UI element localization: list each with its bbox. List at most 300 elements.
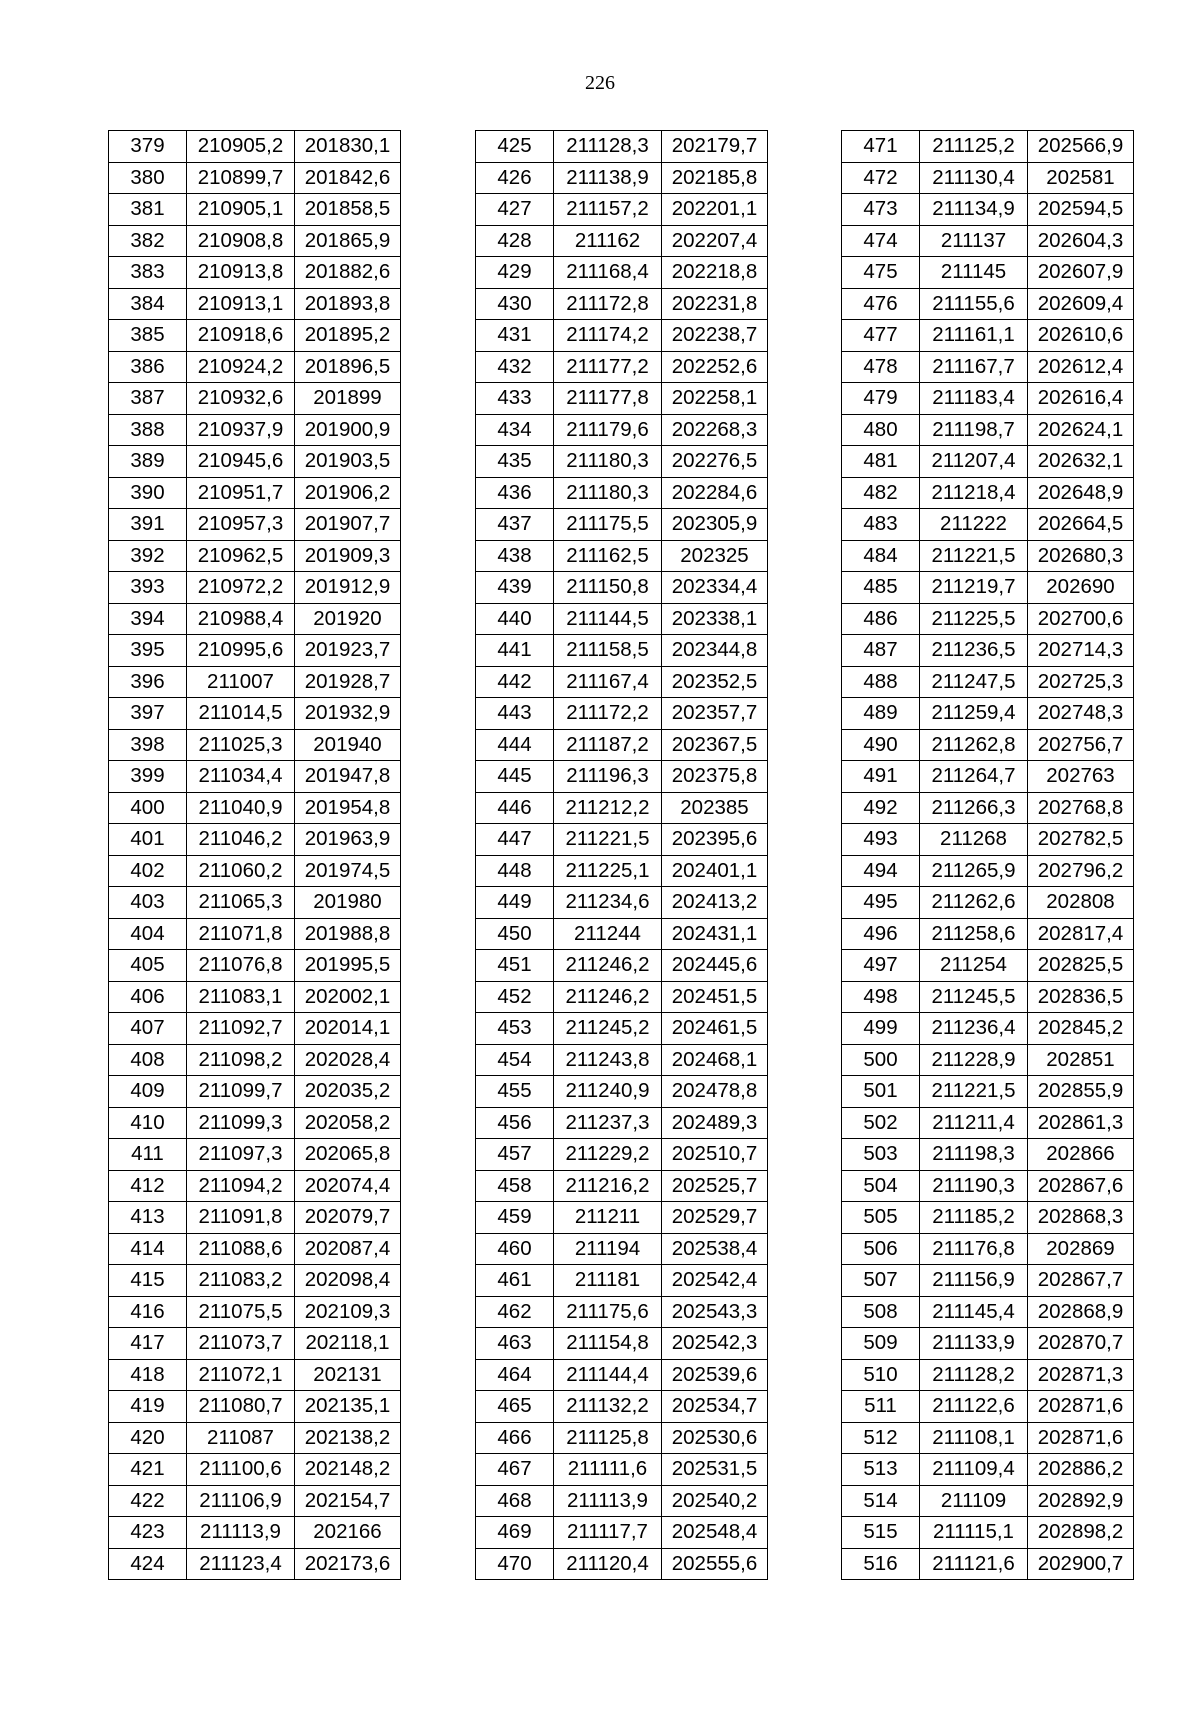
y-coordinate-cell: 201842,6: [295, 162, 401, 194]
point-number-cell: 491: [842, 761, 920, 793]
x-coordinate-cell: 211040,9: [187, 792, 295, 824]
y-coordinate-cell: 201895,2: [295, 320, 401, 352]
x-coordinate-cell: 210905,2: [187, 131, 295, 163]
table-row: [842, 320, 1134, 352]
y-coordinate-cell: 202851: [1028, 1044, 1134, 1076]
x-coordinate-cell: 210945,6: [187, 446, 295, 478]
point-number-cell: 392: [109, 540, 187, 572]
x-coordinate-cell: 210988,4: [187, 603, 295, 635]
table-row: [109, 131, 401, 163]
y-coordinate-cell: 202796,2: [1028, 855, 1134, 887]
point-number-cell: 471: [842, 131, 920, 163]
y-coordinate-cell: 202109,3: [295, 1296, 401, 1328]
point-number-cell: 516: [842, 1548, 920, 1580]
table-row: [109, 540, 401, 572]
point-number-cell: 379: [109, 131, 187, 163]
y-coordinate-cell: 202612,4: [1028, 351, 1134, 383]
y-coordinate-cell: 202542,4: [662, 1265, 768, 1297]
y-coordinate-cell: 202325: [662, 540, 768, 572]
table-row: [476, 383, 768, 415]
x-coordinate-cell: 211266,3: [920, 792, 1028, 824]
y-coordinate-cell: 202871,6: [1028, 1422, 1134, 1454]
table-row: [109, 698, 401, 730]
point-number-cell: 485: [842, 572, 920, 604]
table-row: [109, 792, 401, 824]
point-number-cell: 411: [109, 1139, 187, 1171]
point-number-cell: 430: [476, 288, 554, 320]
x-coordinate-cell: 211099,3: [187, 1107, 295, 1139]
x-coordinate-cell: 210972,2: [187, 572, 295, 604]
x-coordinate-cell: 211156,9: [920, 1265, 1028, 1297]
y-coordinate-cell: 201940: [295, 729, 401, 761]
x-coordinate-cell: 211245,5: [920, 981, 1028, 1013]
point-number-cell: 441: [476, 635, 554, 667]
y-coordinate-cell: 202782,5: [1028, 824, 1134, 856]
table-row: [842, 950, 1134, 982]
point-number-cell: 422: [109, 1485, 187, 1517]
table-row: [109, 666, 401, 698]
x-coordinate-cell: 211219,7: [920, 572, 1028, 604]
x-coordinate-cell: 211180,3: [554, 446, 662, 478]
table-row: [109, 1107, 401, 1139]
x-coordinate-cell: 211071,8: [187, 918, 295, 950]
table-row: [842, 194, 1134, 226]
y-coordinate-cell: 202529,7: [662, 1202, 768, 1234]
y-coordinate-cell: 202886,2: [1028, 1454, 1134, 1486]
point-number-cell: 472: [842, 162, 920, 194]
y-coordinate-cell: 202138,2: [295, 1422, 401, 1454]
table-row: [476, 887, 768, 919]
x-coordinate-cell: 211236,4: [920, 1013, 1028, 1045]
table-row: [109, 1233, 401, 1265]
table-row: [842, 666, 1134, 698]
table-row: [842, 1013, 1134, 1045]
point-number-cell: 387: [109, 383, 187, 415]
x-coordinate-cell: 210913,8: [187, 257, 295, 289]
table-row: [842, 1296, 1134, 1328]
y-coordinate-cell: 202445,6: [662, 950, 768, 982]
point-number-cell: 505: [842, 1202, 920, 1234]
point-number-cell: 480: [842, 414, 920, 446]
x-coordinate-cell: 211098,2: [187, 1044, 295, 1076]
y-coordinate-cell: 202548,4: [662, 1517, 768, 1549]
y-coordinate-cell: 202367,5: [662, 729, 768, 761]
table-row: [476, 509, 768, 541]
x-coordinate-cell: 211157,2: [554, 194, 662, 226]
point-number-cell: 405: [109, 950, 187, 982]
point-number-cell: 513: [842, 1454, 920, 1486]
coordinate-table-3: [841, 130, 1134, 1580]
point-number-cell: 391: [109, 509, 187, 541]
point-number-cell: 459: [476, 1202, 554, 1234]
point-number-cell: 476: [842, 288, 920, 320]
y-coordinate-cell: 202869: [1028, 1233, 1134, 1265]
x-coordinate-cell: 211025,3: [187, 729, 295, 761]
point-number-cell: 479: [842, 383, 920, 415]
y-coordinate-cell: 202594,5: [1028, 194, 1134, 226]
x-coordinate-cell: 211155,6: [920, 288, 1028, 320]
point-number-cell: 489: [842, 698, 920, 730]
table-row: [842, 131, 1134, 163]
point-number-cell: 451: [476, 950, 554, 982]
point-number-cell: 455: [476, 1076, 554, 1108]
table-row: [476, 131, 768, 163]
point-number-cell: 435: [476, 446, 554, 478]
coordinate-table-2: [475, 130, 768, 1580]
point-number-cell: 388: [109, 414, 187, 446]
x-coordinate-cell: 211122,6: [920, 1391, 1028, 1423]
table-row: [842, 351, 1134, 383]
x-coordinate-cell: 211247,5: [920, 666, 1028, 698]
y-coordinate-cell: 202035,2: [295, 1076, 401, 1108]
x-coordinate-cell: 211185,2: [920, 1202, 1028, 1234]
y-coordinate-cell: 202748,3: [1028, 698, 1134, 730]
point-number-cell: 402: [109, 855, 187, 887]
point-number-cell: 403: [109, 887, 187, 919]
x-coordinate-cell: 211244: [554, 918, 662, 950]
x-coordinate-cell: 211176,8: [920, 1233, 1028, 1265]
x-coordinate-cell: 211221,5: [554, 824, 662, 856]
x-coordinate-cell: 211100,6: [187, 1454, 295, 1486]
x-coordinate-cell: 211181: [554, 1265, 662, 1297]
x-coordinate-cell: 211128,3: [554, 131, 662, 163]
table-row: [109, 1013, 401, 1045]
x-coordinate-cell: 210918,6: [187, 320, 295, 352]
point-number-cell: 394: [109, 603, 187, 635]
x-coordinate-cell: 211246,2: [554, 950, 662, 982]
x-coordinate-cell: 210937,9: [187, 414, 295, 446]
x-coordinate-cell: 211162: [554, 225, 662, 257]
x-coordinate-cell: 211150,8: [554, 572, 662, 604]
y-coordinate-cell: 201954,8: [295, 792, 401, 824]
x-coordinate-cell: 211123,4: [187, 1548, 295, 1580]
x-coordinate-cell: 211211: [554, 1202, 662, 1234]
x-coordinate-cell: 211196,3: [554, 761, 662, 793]
point-number-cell: 498: [842, 981, 920, 1013]
point-number-cell: 457: [476, 1139, 554, 1171]
point-number-cell: 470: [476, 1548, 554, 1580]
point-number-cell: 461: [476, 1265, 554, 1297]
point-number-cell: 463: [476, 1328, 554, 1360]
table-row: [842, 887, 1134, 919]
y-coordinate-cell: 202845,2: [1028, 1013, 1134, 1045]
x-coordinate-cell: 211179,6: [554, 414, 662, 446]
y-coordinate-cell: 202131: [295, 1359, 401, 1391]
x-coordinate-cell: 211207,4: [920, 446, 1028, 478]
x-coordinate-cell: 210932,6: [187, 383, 295, 415]
table-row: [109, 1265, 401, 1297]
y-coordinate-cell: 201907,7: [295, 509, 401, 541]
point-number-cell: 414: [109, 1233, 187, 1265]
coordinate-table-1: [108, 130, 401, 1580]
y-coordinate-cell: 202058,2: [295, 1107, 401, 1139]
table-row: [842, 225, 1134, 257]
x-coordinate-cell: 210951,7: [187, 477, 295, 509]
point-number-cell: 448: [476, 855, 554, 887]
table-row: [109, 855, 401, 887]
point-number-cell: 447: [476, 824, 554, 856]
table-row: [842, 1044, 1134, 1076]
x-coordinate-cell: 211180,3: [554, 477, 662, 509]
table-row: [109, 257, 401, 289]
table-row: [109, 1076, 401, 1108]
table-row: [476, 572, 768, 604]
table-row: [109, 1391, 401, 1423]
y-coordinate-cell: 202581: [1028, 162, 1134, 194]
point-number-cell: 424: [109, 1548, 187, 1580]
x-coordinate-cell: 211132,2: [554, 1391, 662, 1423]
point-number-cell: 501: [842, 1076, 920, 1108]
x-coordinate-cell: 211172,8: [554, 288, 662, 320]
point-number-cell: 395: [109, 635, 187, 667]
point-number-cell: 465: [476, 1391, 554, 1423]
x-coordinate-cell: 211109: [920, 1485, 1028, 1517]
x-coordinate-cell: 211190,3: [920, 1170, 1028, 1202]
point-number-cell: 436: [476, 477, 554, 509]
x-coordinate-cell: 211125,8: [554, 1422, 662, 1454]
x-coordinate-cell: 211198,3: [920, 1139, 1028, 1171]
point-number-cell: 488: [842, 666, 920, 698]
y-coordinate-cell: 202609,4: [1028, 288, 1134, 320]
x-coordinate-cell: 211083,2: [187, 1265, 295, 1297]
table-row: [476, 824, 768, 856]
table-row: [109, 1359, 401, 1391]
y-coordinate-cell: 202207,4: [662, 225, 768, 257]
table-row: [842, 414, 1134, 446]
point-number-cell: 499: [842, 1013, 920, 1045]
x-coordinate-cell: 211259,4: [920, 698, 1028, 730]
point-number-cell: 381: [109, 194, 187, 226]
point-number-cell: 508: [842, 1296, 920, 1328]
x-coordinate-cell: 211177,8: [554, 383, 662, 415]
x-coordinate-cell: 211097,3: [187, 1139, 295, 1171]
x-coordinate-cell: 211083,1: [187, 981, 295, 1013]
table-row: [109, 1454, 401, 1486]
point-number-cell: 431: [476, 320, 554, 352]
table-row: [476, 1076, 768, 1108]
table-row: [476, 1359, 768, 1391]
y-coordinate-cell: 202900,7: [1028, 1548, 1134, 1580]
table-row: [842, 162, 1134, 194]
table-row: [476, 1107, 768, 1139]
point-number-cell: 440: [476, 603, 554, 635]
table-row: [109, 414, 401, 446]
y-coordinate-cell: 201909,3: [295, 540, 401, 572]
table-row: [842, 1517, 1134, 1549]
table-row: [109, 603, 401, 635]
table-row: [476, 477, 768, 509]
table-row: [476, 761, 768, 793]
y-coordinate-cell: 202530,6: [662, 1422, 768, 1454]
table-row: [476, 1548, 768, 1580]
table-row: [476, 635, 768, 667]
x-coordinate-cell: 211138,9: [554, 162, 662, 194]
point-number-cell: 417: [109, 1328, 187, 1360]
table-row: [476, 351, 768, 383]
point-number-cell: 481: [842, 446, 920, 478]
y-coordinate-cell: 202276,5: [662, 446, 768, 478]
table-row: [476, 792, 768, 824]
table-row: [476, 950, 768, 982]
x-coordinate-cell: 211221,5: [920, 1076, 1028, 1108]
table-row: [109, 1044, 401, 1076]
table-row: [476, 1170, 768, 1202]
point-number-cell: 401: [109, 824, 187, 856]
point-number-cell: 456: [476, 1107, 554, 1139]
point-number-cell: 409: [109, 1076, 187, 1108]
y-coordinate-cell: 202868,3: [1028, 1202, 1134, 1234]
y-coordinate-cell: 202855,9: [1028, 1076, 1134, 1108]
y-coordinate-cell: 201896,5: [295, 351, 401, 383]
table-row: [476, 729, 768, 761]
table-row: [476, 603, 768, 635]
x-coordinate-cell: 211080,7: [187, 1391, 295, 1423]
y-coordinate-cell: 202357,7: [662, 698, 768, 730]
x-coordinate-cell: 211258,6: [920, 918, 1028, 950]
table-row: [109, 1422, 401, 1454]
point-number-cell: 399: [109, 761, 187, 793]
y-coordinate-cell: 202763: [1028, 761, 1134, 793]
y-coordinate-cell: 202534,7: [662, 1391, 768, 1423]
point-number-cell: 426: [476, 162, 554, 194]
point-number-cell: 380: [109, 162, 187, 194]
point-number-cell: 454: [476, 1044, 554, 1076]
x-coordinate-cell: 211094,2: [187, 1170, 295, 1202]
point-number-cell: 482: [842, 477, 920, 509]
y-coordinate-cell: 202690: [1028, 572, 1134, 604]
point-number-cell: 504: [842, 1170, 920, 1202]
x-coordinate-cell: 211212,2: [554, 792, 662, 824]
y-coordinate-cell: 202148,2: [295, 1454, 401, 1486]
x-coordinate-cell: 211092,7: [187, 1013, 295, 1045]
y-coordinate-cell: 202542,3: [662, 1328, 768, 1360]
x-coordinate-cell: 210905,1: [187, 194, 295, 226]
y-coordinate-cell: 202268,3: [662, 414, 768, 446]
table-row: [109, 1328, 401, 1360]
point-number-cell: 469: [476, 1517, 554, 1549]
y-coordinate-cell: 202543,3: [662, 1296, 768, 1328]
x-coordinate-cell: 211144,4: [554, 1359, 662, 1391]
y-coordinate-cell: 202898,2: [1028, 1517, 1134, 1549]
x-coordinate-cell: 211172,2: [554, 698, 662, 730]
y-coordinate-cell: 202604,3: [1028, 225, 1134, 257]
x-coordinate-cell: 211243,8: [554, 1044, 662, 1076]
point-number-cell: 450: [476, 918, 554, 950]
table-row: [476, 981, 768, 1013]
x-coordinate-cell: 211106,9: [187, 1485, 295, 1517]
table-row: [476, 225, 768, 257]
y-coordinate-cell: 202468,1: [662, 1044, 768, 1076]
x-coordinate-cell: 211130,4: [920, 162, 1028, 194]
table-row: [109, 950, 401, 982]
y-coordinate-cell: 202166: [295, 1517, 401, 1549]
point-number-cell: 437: [476, 509, 554, 541]
table-row: [842, 540, 1134, 572]
table-row: [842, 383, 1134, 415]
x-coordinate-cell: 210957,3: [187, 509, 295, 541]
point-number-cell: 500: [842, 1044, 920, 1076]
table-row: [476, 1233, 768, 1265]
table-row: [476, 1202, 768, 1234]
y-coordinate-cell: 201912,9: [295, 572, 401, 604]
x-coordinate-cell: 211076,8: [187, 950, 295, 982]
table-row: [476, 1454, 768, 1486]
table-row: [109, 509, 401, 541]
point-number-cell: 507: [842, 1265, 920, 1297]
table-row: [109, 635, 401, 667]
y-coordinate-cell: 202252,6: [662, 351, 768, 383]
y-coordinate-cell: 202648,9: [1028, 477, 1134, 509]
x-coordinate-cell: 211218,4: [920, 477, 1028, 509]
x-coordinate-cell: 211072,1: [187, 1359, 295, 1391]
y-coordinate-cell: 202401,1: [662, 855, 768, 887]
y-coordinate-cell: 202836,5: [1028, 981, 1134, 1013]
x-coordinate-cell: 211145: [920, 257, 1028, 289]
table-row: [476, 194, 768, 226]
point-number-cell: 495: [842, 887, 920, 919]
x-coordinate-cell: 211162,5: [554, 540, 662, 572]
y-coordinate-cell: 202725,3: [1028, 666, 1134, 698]
y-coordinate-cell: 202002,1: [295, 981, 401, 1013]
x-coordinate-cell: 210913,1: [187, 288, 295, 320]
x-coordinate-cell: 211222: [920, 509, 1028, 541]
y-coordinate-cell: 202413,2: [662, 887, 768, 919]
point-number-cell: 515: [842, 1517, 920, 1549]
y-coordinate-cell: 202201,1: [662, 194, 768, 226]
y-coordinate-cell: 201980: [295, 887, 401, 919]
y-coordinate-cell: 202510,7: [662, 1139, 768, 1171]
x-coordinate-cell: 211262,6: [920, 887, 1028, 919]
table-row: [476, 288, 768, 320]
x-coordinate-cell: 210908,8: [187, 225, 295, 257]
y-coordinate-cell: 202154,7: [295, 1485, 401, 1517]
x-coordinate-cell: 211167,7: [920, 351, 1028, 383]
point-number-cell: 496: [842, 918, 920, 950]
table-row: [109, 288, 401, 320]
y-coordinate-cell: 202539,6: [662, 1359, 768, 1391]
point-number-cell: 412: [109, 1170, 187, 1202]
y-coordinate-cell: 202338,1: [662, 603, 768, 635]
point-number-cell: 428: [476, 225, 554, 257]
point-number-cell: 486: [842, 603, 920, 635]
x-coordinate-cell: 211240,9: [554, 1076, 662, 1108]
point-number-cell: 497: [842, 950, 920, 982]
point-number-cell: 460: [476, 1233, 554, 1265]
y-coordinate-cell: 201899: [295, 383, 401, 415]
point-number-cell: 446: [476, 792, 554, 824]
x-coordinate-cell: 211091,8: [187, 1202, 295, 1234]
y-coordinate-cell: 202616,4: [1028, 383, 1134, 415]
x-coordinate-cell: 210899,7: [187, 162, 295, 194]
point-number-cell: 490: [842, 729, 920, 761]
table-row: [842, 824, 1134, 856]
table-row: [109, 1548, 401, 1580]
table-row: [842, 257, 1134, 289]
y-coordinate-cell: 202344,8: [662, 635, 768, 667]
table-row: [476, 1139, 768, 1171]
x-coordinate-cell: 211175,6: [554, 1296, 662, 1328]
x-coordinate-cell: 211144,5: [554, 603, 662, 635]
table-row: [476, 414, 768, 446]
y-coordinate-cell: 202079,7: [295, 1202, 401, 1234]
table-row: [842, 698, 1134, 730]
x-coordinate-cell: 211237,3: [554, 1107, 662, 1139]
point-number-cell: 406: [109, 981, 187, 1013]
point-number-cell: 413: [109, 1202, 187, 1234]
y-coordinate-cell: 202540,2: [662, 1485, 768, 1517]
x-coordinate-cell: 211161,1: [920, 320, 1028, 352]
point-number-cell: 432: [476, 351, 554, 383]
